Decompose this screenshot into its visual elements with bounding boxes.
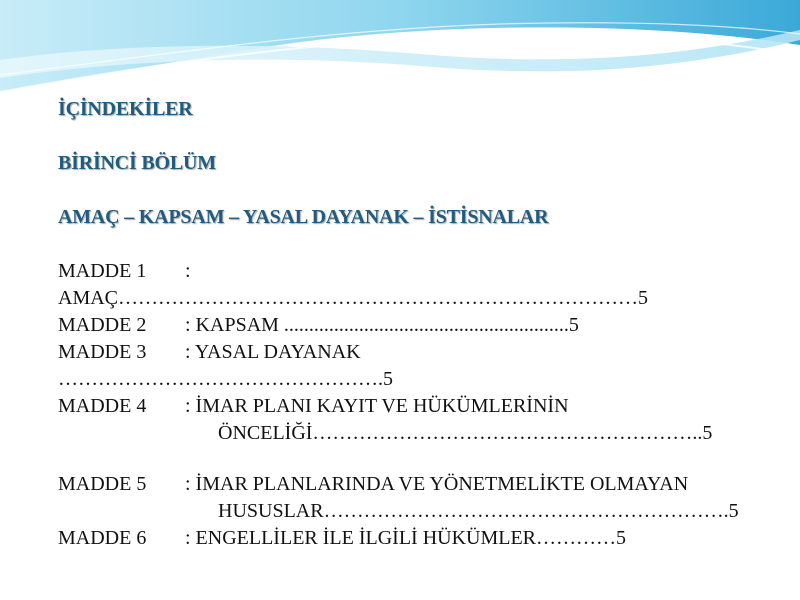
- toc-heading: İÇİNDEKİLER: [58, 98, 193, 120]
- toc-entry-number: MADDE 1: [58, 260, 147, 282]
- toc-entry-title: ÖNCELİĞİ…………………………………………………..5: [218, 422, 713, 444]
- toc-entry-number: MADDE 2: [58, 314, 147, 336]
- toc-entry-number: MADDE 4: [58, 395, 147, 417]
- header-wave-decoration: [0, 0, 800, 100]
- toc-entry-title: :: [185, 260, 191, 282]
- toc-entry-title: : İMAR PLANI KAYIT VE HÜKÜMLERİNİN: [185, 395, 569, 417]
- toc-entry-title: AMAÇ……………………………………………………………………5: [58, 287, 649, 309]
- toc-entry-number: MADDE 5: [58, 473, 147, 495]
- section-heading: AMAÇ – KAPSAM – YASAL DAYANAK – İSTİSNALAR: [58, 206, 549, 228]
- toc-entry-title: HUSUSLAR…………………………………………………….5: [218, 500, 739, 522]
- toc-entry-title: ………………………………………….5: [58, 368, 393, 390]
- toc-entry-number: MADDE 3: [58, 341, 147, 363]
- toc-entry-title: : YASAL DAYANAK: [185, 341, 361, 363]
- part-heading: BİRİNCİ BÖLÜM: [58, 152, 216, 174]
- toc-entry-title: : KAPSAM .........................................................5: [185, 314, 579, 336]
- toc-entry-number: MADDE 6: [58, 527, 147, 549]
- toc-entry-title: : ENGELLİLER İLE İLGİLİ HÜKÜMLER…………5: [185, 527, 627, 549]
- toc-entry-title: : İMAR PLANLARINDA VE YÖNETMELİKTE OLMAYAN: [185, 473, 689, 495]
